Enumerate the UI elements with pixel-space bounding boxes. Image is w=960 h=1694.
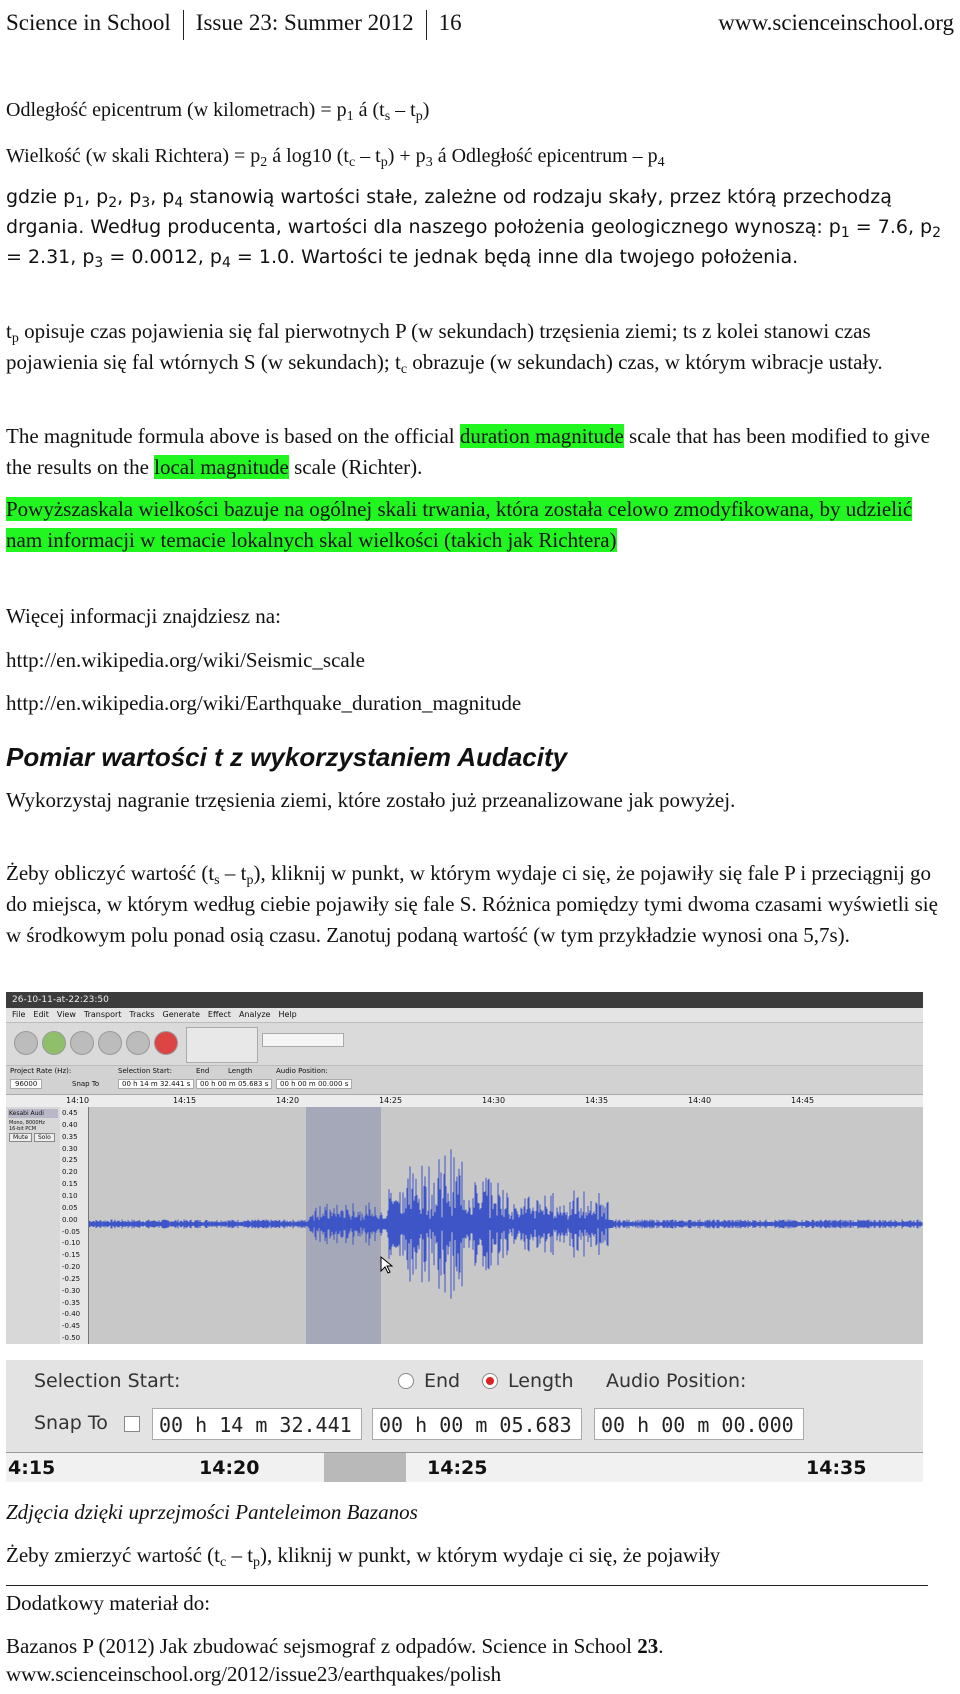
menu-edit[interactable]: Edit [33, 1010, 49, 1019]
footer-divider [6, 1585, 928, 1586]
amplitude-tick: -0.25 [62, 1274, 81, 1283]
highlight-duration-magnitude: duration magnitude [459, 424, 624, 448]
selection-start-field[interactable]: 00 h 14 m 32.441 s [118, 1079, 194, 1089]
snap-to-checkbox[interactable] [124, 1416, 140, 1432]
length-field[interactable]: 00 h 00 m 05.683 s [196, 1079, 272, 1089]
amplitude-tick: 0.40 [62, 1120, 78, 1129]
instruction-paragraph-1: Wykorzystaj nagranie trzęsienia ziemi, które zostało już przeanalizowane jak powyżej. [6, 788, 736, 812]
length-radio[interactable] [482, 1373, 498, 1389]
selection-start-field[interactable]: 00 h 14 m 32.441 [152, 1408, 362, 1440]
tools-palette[interactable] [186, 1027, 258, 1063]
amplitude-tick: 0.20 [62, 1168, 78, 1177]
amplitude-tick: 0.00 [62, 1215, 78, 1224]
audacity-screenshot [6, 992, 923, 1344]
timeline-ruler-zoom[interactable]: 4:15 14:20 14:25 14:35 [6, 1452, 923, 1482]
amplitude-tick: -0.05 [62, 1227, 81, 1236]
timing-paragraph: $t_p$ opisuje czas pojawienia się fal pierwotnych P (w sekundach) trzęsienia ziemi; ts z kolei stanowi czas pojawienia się fal wtórnych S (w sekundach); $t_c$ obrazuje (w sekundach) czas, w którym wibracje ustały. [6, 319, 883, 377]
audio-position-field[interactable]: 00 h 00 m 00.000 s [276, 1079, 352, 1089]
menu-tracks[interactable]: Tracks [129, 1010, 155, 1019]
amplitude-tick: -0.50 [62, 1334, 81, 1343]
menu-transport[interactable]: Transport [83, 1010, 122, 1019]
amplitude-tick: -0.10 [62, 1239, 81, 1248]
amplitude-tick: 0.30 [62, 1144, 78, 1153]
solo-button[interactable]: Solo [34, 1133, 55, 1142]
footer-reference: Bazanos P (2012) Jak zbudować sejsmograf z odpadów. Science in School 23. www.scienceinschool.org/2012/issue23/earthquakes/polish [6, 1634, 664, 1686]
amplitude-tick: 0.45 [62, 1109, 78, 1117]
waveform-signal [89, 1149, 922, 1298]
waveform-track[interactable] [6, 1107, 923, 1344]
play-icon[interactable] [42, 1031, 66, 1055]
footer-label: Dodatkowy materiał do: [6, 1591, 211, 1615]
magnitude-note-pl: Powyższaskala wielkości bazuje na ogólnej skali trwania, która została celowo zmodyfikowana, by udzielić nam informacji w temacie lokalnych skal wielkości (takich jak Richtera) [6, 497, 913, 552]
stop-icon[interactable] [98, 1031, 122, 1055]
mute-button[interactable]: Mute [9, 1133, 32, 1142]
image-caption: Zdjęcia dzięki uprzejmości Panteleimon Bazanos [6, 1500, 418, 1524]
menu-analyze[interactable]: Analyze [238, 1010, 271, 1019]
amplitude-tick: 0.15 [62, 1180, 78, 1189]
end-radio[interactable] [398, 1373, 414, 1389]
menu-bar [6, 1008, 923, 1023]
menu-file[interactable]: File [12, 1010, 26, 1019]
amplitude-tick: 0.25 [62, 1156, 78, 1165]
amplitude-tick: -0.30 [62, 1286, 81, 1295]
track-control-panel: Kesabi Audi Mono, 8000Hz 16-bit PCM Mute Solo [6, 1107, 61, 1344]
loop-icon[interactable] [70, 1031, 94, 1055]
selection-region [324, 1453, 406, 1482]
journal-name: Science in School [6, 10, 171, 35]
record-icon[interactable] [154, 1031, 178, 1055]
menu-generate[interactable]: Generate [162, 1010, 200, 1019]
meter-bar[interactable] [262, 1033, 344, 1047]
constants-paragraph: gdzie $p_1$, $p_2$, $p_3$, $p_4$ stanowią wartości stałe, zależne od rodzaju skały, przez którą przechodzą drgania. Według producenta, wartości dla naszego położenia geologicznego wynoszą: $p_1 = 7.6$, $p_2 = 2.31$, $p_3 = 0.0012$, $p_4 = 1.0$. Wartości te jednak będą inne dla twojego położenia. [6, 186, 942, 271]
amplitude-tick: -0.35 [62, 1298, 81, 1307]
track-name[interactable]: Kesabi Audi [8, 1109, 58, 1118]
mouse-cursor-icon [381, 1257, 392, 1273]
project-rate-select[interactable]: 96000 [10, 1079, 42, 1089]
window-title: 26-10-11-at-22:23:50 [6, 992, 923, 1008]
instruction-paragraph-2: Żeby obliczyć wartość $(t_s - t_p)$, kliknij w punkt, w którym wydaje ci się, że pojawiły się fale P i przeciągnij go do miejsca, w którym według ciebie pojawiły się fale S. Różnica pomiędzy tymi dwoma czasami wyświetli się w środkowym polu ponad osią czasu. Zanotuj podaną wartość (w tym przykładzie wynosi ona 5,7s). [6, 861, 938, 947]
page-header [6, 6, 954, 40]
magnitude-note-en: The magnitude formula above is based on the official duration magnitude scale that has been modified to give the results on the local magnitude scale (Richter). [6, 424, 930, 479]
menu-help[interactable]: Help [278, 1010, 297, 1019]
length-field[interactable]: 00 h 00 m 05.683 [372, 1408, 582, 1440]
amplitude-tick: -0.15 [62, 1251, 81, 1260]
amplitude-tick: -0.45 [62, 1322, 81, 1331]
timeline-ruler[interactable]: 14:10 14:15 14:20 14:25 14:30 14:35 14:40 14:45 [6, 1095, 923, 1110]
header-divider [426, 10, 427, 40]
header-divider [183, 10, 184, 40]
menu-view[interactable]: View [56, 1010, 76, 1019]
transport-toolbar [6, 1023, 923, 1066]
highlight-local-magnitude: local magnitude [154, 455, 289, 479]
selection-toolbar: Project Rate (Hz): 96000 Snap To Selection Start: 00 h 14 m 32.441 s End Length 00 h 00 m 05.683 s Audio Position: 00 h 00 m 00.000 s [6, 1066, 923, 1095]
section-heading: Pomiar wartości t z wykorzystaniem Audacity [6, 742, 568, 772]
footer-url[interactable]: www.scienceinschool.org/2012/issue23/earthquakes/polish [6, 1662, 502, 1686]
amplitude-tick: -0.40 [62, 1310, 81, 1319]
page-number: 16 [438, 10, 462, 35]
amplitude-scale [60, 1107, 89, 1344]
more-info-label: Więcej informacji znajdziesz na: [6, 604, 281, 628]
amplitude-tick: 0.10 [62, 1191, 78, 1200]
instruction-paragraph-3: Żeby zmierzyć wartość $(t_c - t_p)$, kliknij w punkt, w którym wydaje ci się, że pojawiły [6, 1543, 721, 1570]
amplitude-tick: -0.20 [62, 1263, 81, 1272]
waveform-canvas[interactable] [89, 1107, 923, 1344]
formula-distance: Odległość epicentrum (w kilometrach) = $p_1$ á $(t_s - t_p)$ [6, 99, 430, 124]
selection-toolbar-zoom: Selection Start: End Length Audio Position: Snap To 00 h 14 m 32.441 00 h 00 m 05.683 00 h 00 m 00.000 4:15 14:20 14:25 14:35 [6, 1360, 923, 1482]
issue-label: Issue 23: Summer 2012 [195, 10, 414, 35]
amplitude-tick: 0.05 [62, 1203, 78, 1212]
link-seismic-scale[interactable]: http://en.wikipedia.org/wiki/Seismic_scale [6, 648, 365, 672]
menu-effect[interactable]: Effect [207, 1010, 231, 1019]
skip-end-icon[interactable] [126, 1031, 150, 1055]
formula-magnitude: Wielkość (w skali Richtera) = $p_2$ á log10 $(t_c - t_p) + p_3$ á Odległość epicentrum – $p_4$ [6, 145, 665, 170]
header-url[interactable]: www.scienceinschool.org [718, 10, 954, 35]
pause-icon[interactable] [14, 1031, 38, 1055]
audio-position-field[interactable]: 00 h 00 m 00.000 [594, 1408, 804, 1440]
link-duration-magnitude[interactable]: http://en.wikipedia.org/wiki/Earthquake_duration_magnitude [6, 691, 522, 715]
amplitude-tick: 0.35 [62, 1132, 78, 1141]
